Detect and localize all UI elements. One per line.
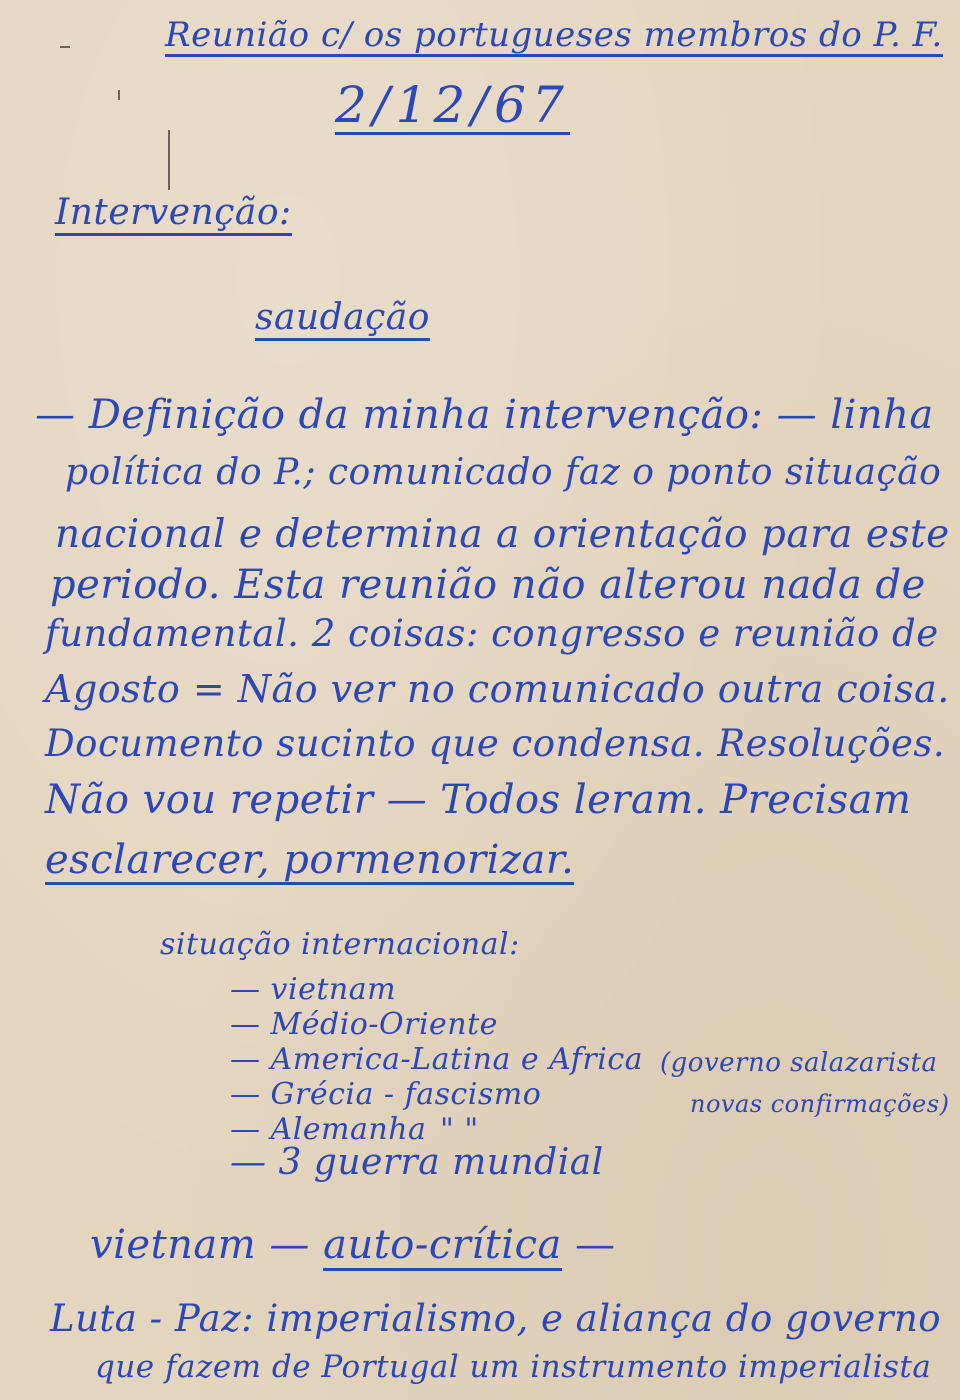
list-item-medio-oriente: — Médio-Oriente <box>230 1007 498 1042</box>
heading-intervencao: Intervenção: <box>55 195 292 236</box>
paragraph-line-7: Documento sucinto que condensa. Resoluções. <box>45 722 946 765</box>
paragraph-line-6: Agosto = Não ver no comunicado outra coisa. <box>45 667 950 711</box>
bottom-line-1: Luta - Paz: imperialismo, e aliança do governo <box>50 1297 942 1340</box>
paragraph-line-1: — Definição da minha intervenção: — linha <box>35 392 934 438</box>
bottom-line-2: que fazem de Portugal um instrumento imperialista <box>95 1349 932 1385</box>
list-item-america-africa: — America-Latina e Africa <box>230 1042 644 1077</box>
list-item-vietnam: — vietnam <box>230 972 397 1007</box>
list-item-alemanha: — Alemanha <box>230 1112 427 1147</box>
ditto-mark: " " <box>440 1112 479 1147</box>
vietnam-heading-prefix: vietnam — <box>90 1222 310 1268</box>
aside-line-1: (governo salazarista <box>660 1048 938 1078</box>
paragraph-line-5: fundamental. 2 coisas: congresso e reunião de <box>45 612 939 655</box>
list-item-guerra-mundial: — 3 guerra mundial <box>230 1142 604 1183</box>
paragraph-line-2: política do P.; comunicado faz o ponto situação <box>65 452 942 493</box>
vietnam-heading-underlined: auto-crítica <box>323 1222 562 1271</box>
vietnam-heading <box>90 1222 616 1268</box>
section-title-situacao: situação internacional: <box>160 927 520 962</box>
margin-mark-mid <box>118 90 120 100</box>
margin-mark-low <box>168 130 170 190</box>
paragraph-line-4: periodo. Esta reunião não alterou nada de <box>50 562 926 608</box>
note-title: Reunião c/ os portugueses membros do P. F. <box>165 15 943 55</box>
paragraph-line-8: Não vou repetir — Todos leram. Precisam <box>45 777 912 823</box>
heading-saudacao: saudação <box>255 300 430 341</box>
list-item-grecia: — Grécia - fascismo <box>230 1077 542 1112</box>
vietnam-heading-suffix: — <box>575 1222 616 1268</box>
margin-mark-top <box>60 46 70 48</box>
note-date: 2/12/67 <box>335 76 570 134</box>
aside-line-2: novas confirmações) <box>690 1090 950 1118</box>
paragraph-line-3: nacional e determina a orientação para este <box>55 512 950 557</box>
paragraph-line-9: esclarecer, pormenorizar. <box>45 837 575 883</box>
